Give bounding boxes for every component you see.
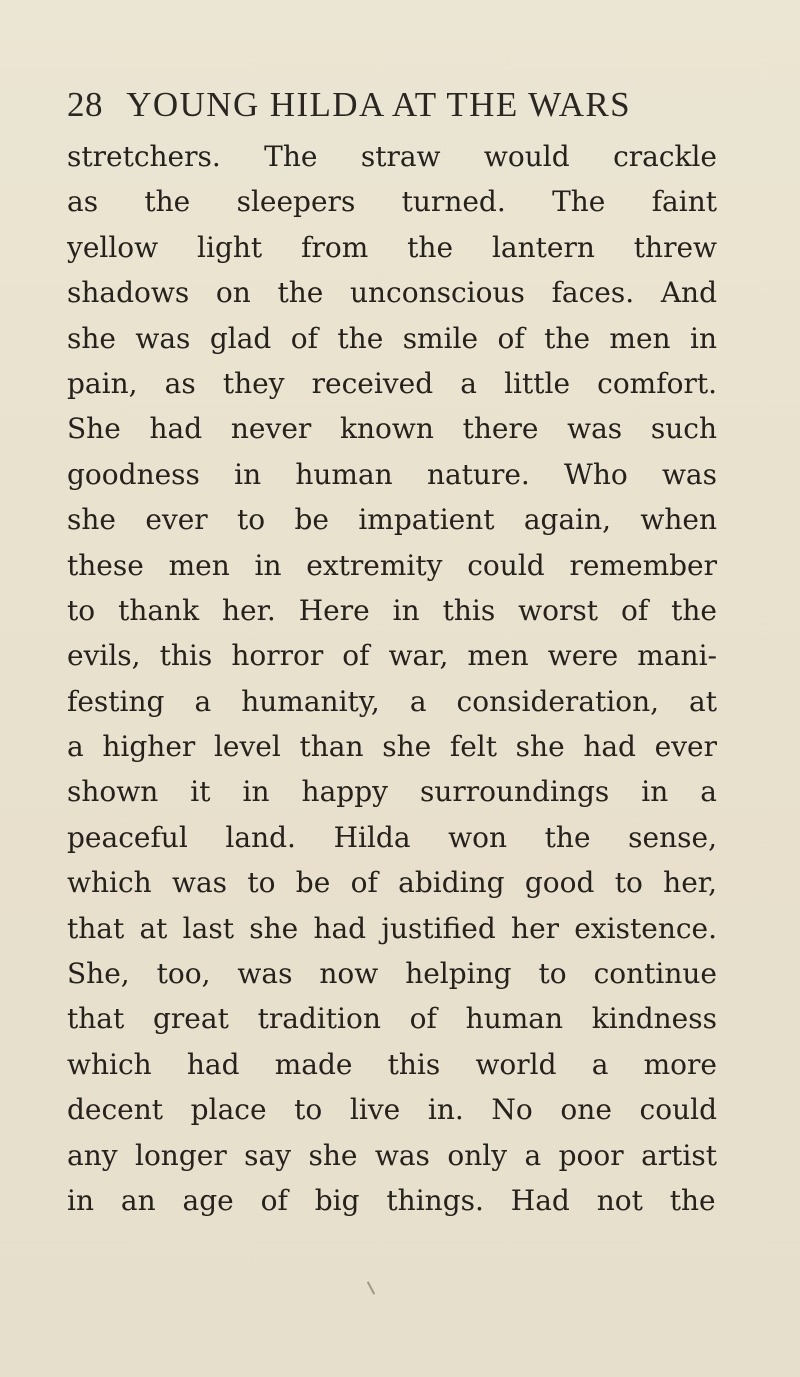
running-header bbox=[67, 83, 717, 127]
text-line: which was to be of abiding good to her, bbox=[67, 866, 717, 900]
text-line: evils, this horror of war, men were mani- bbox=[67, 639, 717, 673]
text-line: that great tradition of human kindness bbox=[67, 1002, 717, 1036]
text-line: shown it in happy surroundings in a bbox=[67, 775, 717, 809]
text-line-last: in an age of big things. Had not the bbox=[67, 1183, 716, 1217]
text-line: She had never known there was such bbox=[67, 412, 717, 446]
chapter-running-title: YOUNG HILDA AT THE WARS bbox=[126, 85, 631, 124]
text-line: peaceful land. Hilda won the sense, bbox=[67, 820, 717, 854]
text-line: a higher level than she felt she had ever bbox=[67, 730, 717, 764]
text-line: yellow light from the lantern threw bbox=[67, 230, 717, 264]
text-line: shadows on the unconscious faces. And bbox=[67, 276, 717, 310]
text-line: festing a humanity, a consideration, at bbox=[67, 684, 717, 718]
text-line: pain, as they received a little comfort. bbox=[67, 366, 717, 400]
text-line: goodness in human nature. Who was bbox=[67, 457, 717, 491]
text-line: as the sleepers turned. The faint bbox=[67, 185, 717, 219]
page-body-text bbox=[67, 134, 717, 1223]
text-line: she was glad of the smile of the men in bbox=[67, 321, 717, 355]
text-line: She, too, was now helping to continue bbox=[67, 957, 717, 991]
text-line: stretchers. The straw would crackle bbox=[67, 140, 717, 173]
text-line: which had made this world a more bbox=[67, 1047, 717, 1081]
text-line: to thank her. Here in this worst of the bbox=[67, 593, 717, 627]
text-line: these men in extremity could remember bbox=[67, 548, 717, 582]
page-number: 28 bbox=[67, 85, 103, 124]
text-line: that at last she had justified her existence. bbox=[67, 911, 717, 945]
text-line: decent place to live in. No one could bbox=[67, 1093, 717, 1127]
paper-speck bbox=[367, 1281, 375, 1294]
text-line: any longer say she was only a poor artist bbox=[67, 1138, 717, 1172]
text-line: she ever to be impatient again, when bbox=[67, 503, 717, 537]
